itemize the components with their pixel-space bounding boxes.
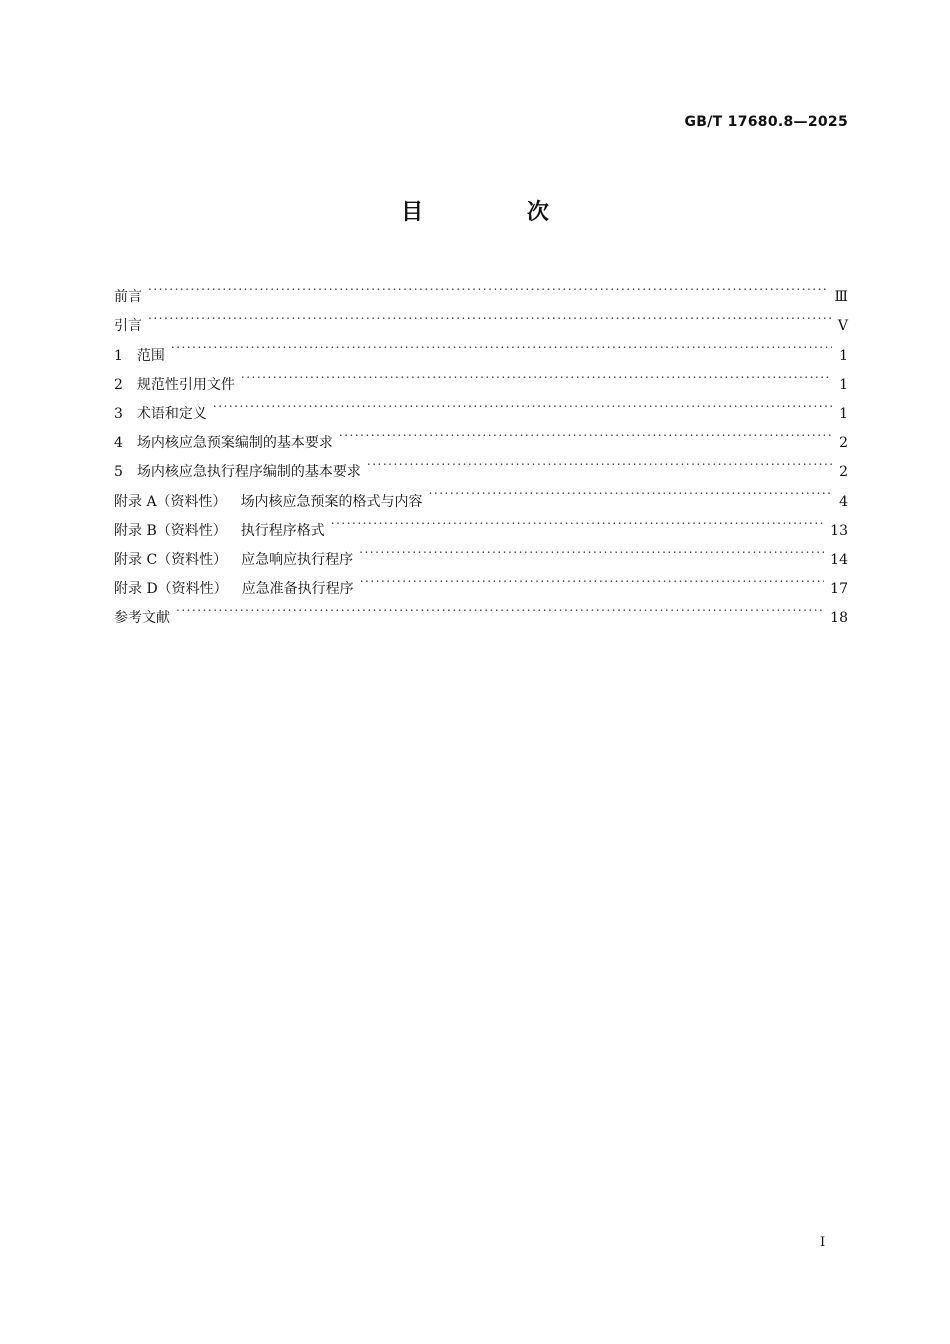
toc-label: 3 术语和定义: [114, 400, 213, 429]
toc-label: 2 规范性引用文件: [114, 371, 241, 400]
toc-label: 附录 C（资料性） 应急响应执行程序: [114, 546, 359, 575]
dot-leader: [148, 272, 828, 301]
dot-leader: [367, 447, 832, 476]
dot-leader: [213, 389, 832, 418]
toc-label: 参考文献: [114, 610, 170, 627]
toc-page-number: 18: [830, 610, 848, 627]
dot-leader: [241, 360, 832, 389]
toc-annex-prefix: 附录 A（资料性）: [114, 493, 227, 510]
toc-label: 4 场内核应急预案编制的基本要求: [114, 429, 339, 458]
dot-leader: [429, 476, 832, 505]
dot-leader: [148, 301, 832, 330]
toc-label: 附录 B（资料性） 执行程序格式: [114, 517, 331, 546]
dot-leader: [171, 330, 832, 359]
toc-section-number: 2: [114, 376, 123, 393]
dot-leader: [176, 593, 824, 622]
toc-item-bibliography[interactable]: [114, 593, 848, 627]
toc-label: 1 范围: [114, 342, 171, 371]
toc-item-normative-references[interactable]: [114, 360, 848, 393]
toc-label: 附录 A（资料性） 场内核应急预案的格式与内容: [114, 488, 429, 517]
toc-page-number: 2: [839, 464, 848, 481]
toc-annex-prefix: 附录 B（资料性）: [114, 522, 227, 539]
toc-page-number: 1: [839, 376, 848, 393]
toc-annex-prefix: 附录 C（资料性）: [114, 551, 228, 568]
toc-item-terms-definitions[interactable]: [114, 389, 848, 422]
toc-page-number: 13: [830, 522, 848, 539]
toc-page-number: 1: [839, 347, 848, 364]
standard-number: GB/T 17680.8—2025: [684, 114, 848, 130]
toc-label: 前言: [114, 289, 142, 306]
toc-item-section-4[interactable]: [114, 418, 848, 452]
toc-page-number: 1: [839, 405, 848, 422]
page-title: 目 次: [401, 200, 597, 225]
toc-item-introduction[interactable]: [114, 301, 848, 335]
toc-page-number: 14: [830, 551, 848, 568]
toc-label: 5 场内核应急执行程序编制的基本要求: [114, 458, 367, 487]
toc-page-number: Ⅲ: [834, 289, 848, 306]
toc-label: 附录 D（资料性） 应急准备执行程序: [114, 575, 360, 604]
toc-section-number: 1: [114, 347, 123, 364]
dot-leader: [339, 418, 832, 447]
toc-page-number: Ⅴ: [837, 318, 848, 335]
toc-section-number: 5: [114, 464, 123, 481]
toc-label: 引言: [114, 318, 142, 335]
toc-page-number: 17: [830, 581, 848, 598]
dot-leader: [331, 506, 824, 535]
toc-section-number: 4: [114, 435, 123, 452]
toc-page-number: 2: [839, 435, 848, 452]
toc-annex-prefix: 附录 D（资料性）: [114, 581, 228, 598]
table-of-contents: [114, 272, 848, 627]
dot-leader: [359, 535, 824, 564]
toc-item-foreword[interactable]: [114, 272, 848, 306]
toc-page-number: 4: [839, 493, 848, 510]
toc-item-scope[interactable]: [114, 330, 848, 364]
page-number: Ⅰ: [820, 1235, 826, 1250]
dot-leader: [360, 564, 824, 593]
toc-section-number: 3: [114, 405, 123, 422]
